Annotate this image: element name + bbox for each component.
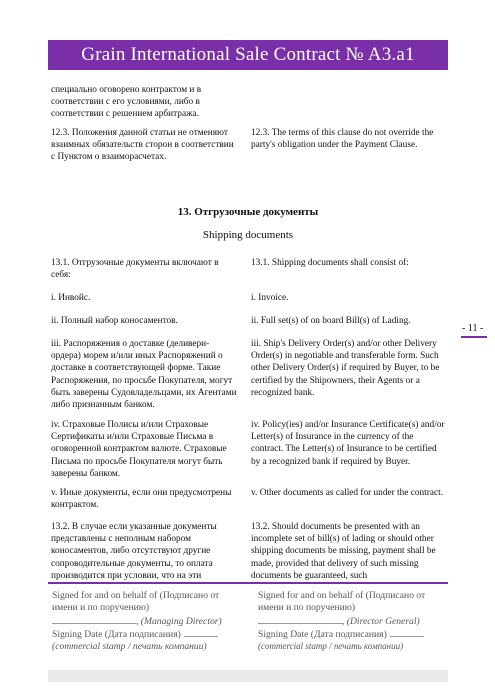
signature-line xyxy=(52,614,136,624)
stamp-label: (commercial stamp / печать компании) xyxy=(258,641,404,652)
page-header-bar xyxy=(48,40,448,70)
section-subtitle: Shipping documents xyxy=(202,229,294,241)
en-clause-ii: ii. Full set(s) of on board Bill(s) of Lading. xyxy=(251,316,411,326)
ru-continuation: специально оговорено контрактом и в соответствии с его условиями, либо в соответствии с решением арбитража. xyxy=(51,85,202,120)
role-line xyxy=(52,614,242,628)
ru-clause-iv: iv. Страховые Полисы и/или Страховые Сертификаты и/или Страховые Письма в оговоренной контрактом валюте. Страховые Письма по просьбе Покупателя могут быть заверены банком. xyxy=(51,420,227,479)
ru-clause-13-1: 13.1. Отгрузочные документы включают в себя: xyxy=(51,258,219,281)
section-title: 13. Отгрузочные документы xyxy=(177,206,319,218)
signing-date-line xyxy=(52,627,242,641)
en-clause-iv: iv. Policy(ies) and/or Insurance Certificate(s) and/or Letter(s) of Insurance in the currency of the contract. The Letter(s) of Insurance to be certified by a recognized bank if required by Buyer. xyxy=(251,420,445,467)
signing-date-line xyxy=(258,627,448,641)
footer-bar xyxy=(48,670,448,682)
role-line xyxy=(258,614,448,628)
buyer-signature-block xyxy=(52,590,242,653)
ru-clause-ii: ii. Полный набор коносаментов. xyxy=(51,316,178,326)
page-number-underline xyxy=(461,336,487,338)
role-label: , (Managing Director) xyxy=(136,615,222,627)
date-line xyxy=(390,627,424,637)
en-clause-13-1: 13.1. Shipping documents shall consist of: xyxy=(251,258,409,268)
signing-date-label: Signing Date (Дата подписания) xyxy=(52,629,181,641)
date-line xyxy=(184,627,218,637)
signing-date-label: Signing Date (Дата подписания) xyxy=(258,629,387,641)
ru-clause-12-3: 12.3. Положения данной статьи не отменяют взаимных обязательств сторон в соответствии с Пунктом о взаиморасчетах. xyxy=(51,128,234,163)
signed-on-behalf-label: Signed for and on behalf of (Подписано от имени и по поручению) xyxy=(52,590,220,613)
signature-area xyxy=(48,582,448,668)
en-clause-12-3: 12.3. The terms of this clause do not override the party's obligation under the Payment Clause. xyxy=(251,128,434,151)
document-title: Grain International Sale Contract № A3.a1 xyxy=(81,44,415,65)
en-clause-iii: iii. Ship's Delivery Order(s) and/or other Delivery Order(s) in negotiable and transferable form. Such other Delivery Order(s) if required by Buyer, to be certified by the Shipowners, their Agents or a recognized bank. xyxy=(251,339,440,398)
stamp-label: (commercial stamp / печать компании) xyxy=(52,641,207,653)
signature-line xyxy=(258,614,342,624)
ru-clause-v: v. Иные документы, если они предусмотрены контрактом. xyxy=(51,488,232,511)
ru-clause-iii: iii. Распоряжения о доставке (деливери-ордера) морем и/или иных Распоряжений о доставке в соответствующей форме. Такие Распоряжения, по просьбе Покупателя, могут быть заверены Судовладельцами, их Агентами либо признанным банком. xyxy=(51,339,237,411)
en-clause-v: v. Other documents as called for under the contract. xyxy=(251,488,443,498)
page-number: - 11 - xyxy=(462,323,484,334)
seller-signature-block xyxy=(258,590,448,653)
en-clause-13-2: 13.2. Should documents be presented with an incomplete set of bill(s) of lading or should other shipping documents be missing, payment shall be made, provided that delivery of such missing documents be guaranteed, such xyxy=(251,522,436,581)
signed-on-behalf-label: Signed for and on behalf of (Подписано от имени и по поручению) xyxy=(258,590,426,613)
en-clause-i: i. Invoice. xyxy=(251,293,289,303)
role-label: , (Director General) xyxy=(342,615,420,627)
ru-clause-13-2: 13.2. В случае если указанные документы представлены с неполным набором коносаментов, либо отсутствуют другие сопроводительные документы, то оплата производится при условии, что на эти xyxy=(51,522,217,581)
ru-clause-i: i. Инвойс. xyxy=(51,293,91,303)
